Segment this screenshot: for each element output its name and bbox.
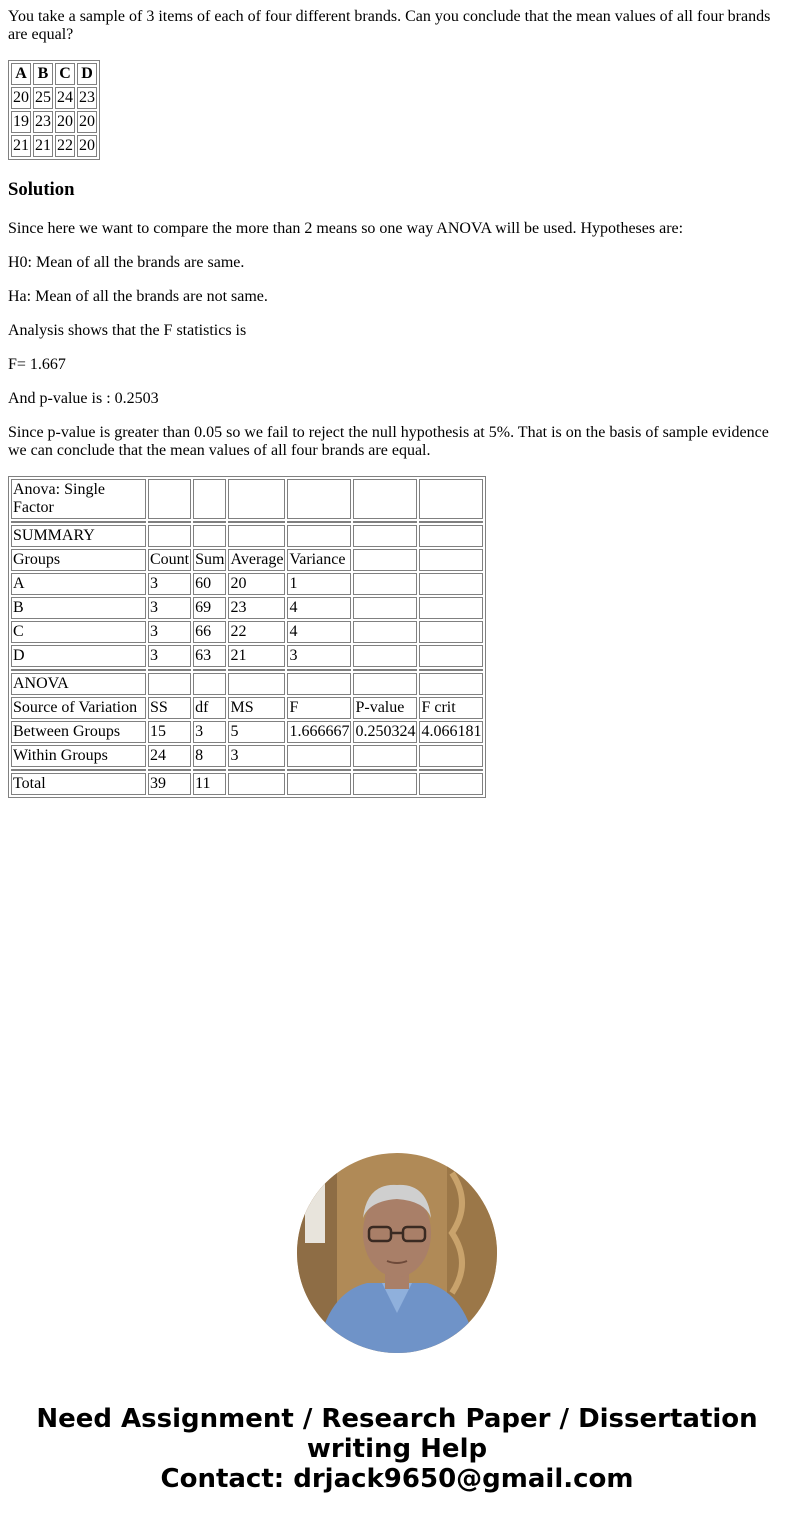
anova-title: Anova: Single Factor bbox=[11, 479, 146, 519]
table-cell bbox=[11, 669, 146, 671]
column-header: Source of Variation bbox=[11, 697, 146, 719]
solution-heading: Solution bbox=[8, 179, 75, 200]
table-cell bbox=[148, 521, 191, 523]
table-cell bbox=[193, 769, 226, 771]
table-cell bbox=[419, 621, 483, 643]
table-cell: 69 bbox=[193, 597, 226, 619]
table-cell bbox=[419, 769, 483, 771]
intro-paragraph: Since here we want to compare the more than 2 means so one way ANOVA will be used. Hypotheses are: bbox=[8, 220, 684, 237]
table-cell: Total bbox=[11, 773, 146, 795]
footer-banner bbox=[0, 1404, 794, 1494]
brand-header: A bbox=[11, 63, 31, 85]
table-cell: 24 bbox=[148, 745, 191, 767]
table-cell bbox=[353, 673, 417, 695]
column-header: F crit bbox=[419, 697, 483, 719]
table-cell: B bbox=[11, 597, 146, 619]
table-cell bbox=[419, 645, 483, 667]
table-cell: Between Groups bbox=[11, 721, 146, 743]
table-cell: Within Groups bbox=[11, 745, 146, 767]
separator-row bbox=[11, 521, 483, 523]
table-cell bbox=[353, 645, 417, 667]
table-cell bbox=[228, 673, 285, 695]
null-hypothesis: H0: Mean of all the brands are same. bbox=[8, 254, 245, 271]
column-header: F bbox=[287, 697, 351, 719]
table-cell: 4 bbox=[287, 597, 351, 619]
table-cell: 3 bbox=[148, 573, 191, 595]
author-portrait-icon bbox=[297, 1153, 497, 1353]
table-cell bbox=[419, 745, 483, 767]
table-cell bbox=[353, 525, 417, 547]
separator-row bbox=[11, 669, 483, 671]
table-cell: 20 bbox=[77, 135, 97, 157]
table-cell bbox=[11, 521, 146, 523]
column-header: Average bbox=[228, 549, 285, 571]
table-cell bbox=[287, 669, 351, 671]
brands-header-row bbox=[11, 63, 97, 85]
table-cell: 21 bbox=[11, 135, 31, 157]
table-cell: 39 bbox=[148, 773, 191, 795]
table-cell bbox=[353, 773, 417, 795]
table-row bbox=[11, 525, 483, 547]
table-cell: 20 bbox=[228, 573, 285, 595]
table-cell bbox=[353, 521, 417, 523]
alternative-hypothesis: Ha: Mean of all the brands are not same. bbox=[8, 288, 268, 305]
table-row bbox=[11, 673, 483, 695]
table-cell bbox=[353, 669, 417, 671]
question-text: You take a sample of 3 items of each of four different brands. Can you conclude that the mean values of all four brands are equal? bbox=[8, 8, 771, 43]
column-header: SS bbox=[148, 697, 191, 719]
table-cell: 63 bbox=[193, 645, 226, 667]
table-cell bbox=[419, 549, 483, 571]
p-value-text: And p-value is : 0.2503 bbox=[8, 390, 159, 407]
table-cell: 1 bbox=[287, 573, 351, 595]
anova-label: ANOVA bbox=[11, 673, 146, 695]
anova-header-row bbox=[11, 697, 483, 719]
table-cell: 60 bbox=[193, 573, 226, 595]
table-cell: 3 bbox=[148, 621, 191, 643]
table-cell bbox=[419, 773, 483, 795]
column-header: Variance bbox=[287, 549, 351, 571]
table-cell bbox=[228, 479, 285, 519]
table-cell bbox=[353, 769, 417, 771]
table-cell: 20 bbox=[11, 87, 31, 109]
table-cell bbox=[419, 573, 483, 595]
separator-row bbox=[11, 769, 483, 771]
summary-label: SUMMARY bbox=[11, 525, 146, 547]
table-cell bbox=[353, 597, 417, 619]
column-header: df bbox=[193, 697, 226, 719]
table-cell bbox=[193, 479, 226, 519]
table-cell: 20 bbox=[55, 111, 75, 133]
table-row bbox=[11, 135, 97, 157]
table-cell: 3 bbox=[148, 645, 191, 667]
table-cell: 0.250324 bbox=[353, 721, 417, 743]
table-row bbox=[11, 645, 483, 667]
total-row bbox=[11, 773, 483, 795]
table-cell: 21 bbox=[33, 135, 53, 157]
table-cell bbox=[353, 573, 417, 595]
table-cell bbox=[419, 673, 483, 695]
table-cell: 8 bbox=[193, 745, 226, 767]
table-cell bbox=[228, 669, 285, 671]
table-cell bbox=[287, 521, 351, 523]
table-cell bbox=[148, 525, 191, 547]
table-row bbox=[11, 621, 483, 643]
table-cell: 4 bbox=[287, 621, 351, 643]
brand-header: D bbox=[77, 63, 97, 85]
table-cell bbox=[287, 745, 351, 767]
column-header: Groups bbox=[11, 549, 146, 571]
table-cell bbox=[193, 521, 226, 523]
table-row bbox=[11, 87, 97, 109]
brands-table bbox=[8, 60, 100, 160]
document-body bbox=[8, 8, 786, 798]
brand-header: C bbox=[55, 63, 75, 85]
table-cell: 22 bbox=[228, 621, 285, 643]
table-cell: 5 bbox=[228, 721, 285, 743]
table-cell: 66 bbox=[193, 621, 226, 643]
f-statistic: F= 1.667 bbox=[8, 356, 66, 373]
table-cell bbox=[419, 521, 483, 523]
table-cell bbox=[353, 479, 417, 519]
conclusion-paragraph: Since p-value is greater than 0.05 so we fail to reject the null hypothesis at 5%. That is on the basis of sample evidence we can conclude that the mean values of all four brands are equal. bbox=[8, 424, 769, 459]
table-cell bbox=[193, 669, 226, 671]
table-cell: 1.666667 bbox=[287, 721, 351, 743]
table-row bbox=[11, 597, 483, 619]
column-header: MS bbox=[228, 697, 285, 719]
table-cell: 24 bbox=[55, 87, 75, 109]
table-cell bbox=[287, 479, 351, 519]
summary-header-row bbox=[11, 549, 483, 571]
column-header: P-value bbox=[353, 697, 417, 719]
table-cell bbox=[148, 769, 191, 771]
table-cell bbox=[287, 773, 351, 795]
footer-contact: Contact: drjack9650@gmail.com bbox=[160, 1464, 634, 1494]
brand-header: B bbox=[33, 63, 53, 85]
table-cell: D bbox=[11, 645, 146, 667]
anova-table bbox=[8, 476, 486, 798]
table-cell bbox=[228, 769, 285, 771]
table-cell: 20 bbox=[77, 111, 97, 133]
table-cell: 3 bbox=[148, 597, 191, 619]
table-cell bbox=[419, 597, 483, 619]
table-row bbox=[11, 111, 97, 133]
table-cell bbox=[228, 773, 285, 795]
table-cell: 15 bbox=[148, 721, 191, 743]
table-row bbox=[11, 573, 483, 595]
table-row bbox=[11, 721, 483, 743]
table-cell: 3 bbox=[287, 645, 351, 667]
table-cell bbox=[287, 769, 351, 771]
author-avatar bbox=[297, 1153, 497, 1353]
table-cell bbox=[287, 525, 351, 547]
table-cell: 22 bbox=[55, 135, 75, 157]
table-cell bbox=[228, 525, 285, 547]
table-row bbox=[11, 745, 483, 767]
table-cell: 23 bbox=[33, 111, 53, 133]
table-cell bbox=[148, 669, 191, 671]
table-cell bbox=[193, 525, 226, 547]
table-cell: A bbox=[11, 573, 146, 595]
table-cell: 4.066181 bbox=[419, 721, 483, 743]
table-cell: C bbox=[11, 621, 146, 643]
table-cell: 21 bbox=[228, 645, 285, 667]
table-cell: 25 bbox=[33, 87, 53, 109]
table-cell: 3 bbox=[228, 745, 285, 767]
column-header: Sum bbox=[193, 549, 226, 571]
table-cell bbox=[228, 521, 285, 523]
table-row bbox=[11, 479, 483, 519]
table-cell bbox=[353, 621, 417, 643]
table-cell bbox=[148, 479, 191, 519]
table-cell bbox=[287, 673, 351, 695]
table-cell: 23 bbox=[228, 597, 285, 619]
table-cell bbox=[148, 673, 191, 695]
table-cell: 3 bbox=[193, 721, 226, 743]
footer-line: writing Help bbox=[306, 1434, 488, 1464]
table-cell bbox=[11, 769, 146, 771]
table-cell bbox=[419, 669, 483, 671]
table-cell bbox=[193, 673, 226, 695]
table-cell: 11 bbox=[193, 773, 226, 795]
table-cell bbox=[419, 479, 483, 519]
table-cell bbox=[353, 745, 417, 767]
table-cell: 23 bbox=[77, 87, 97, 109]
analysis-paragraph: Analysis shows that the F statistics is bbox=[8, 322, 247, 339]
table-cell bbox=[419, 525, 483, 547]
table-cell: 19 bbox=[11, 111, 31, 133]
footer-line: Need Assignment / Research Paper / Dissertation bbox=[36, 1404, 758, 1434]
table-cell bbox=[353, 549, 417, 571]
column-header: Count bbox=[148, 549, 191, 571]
